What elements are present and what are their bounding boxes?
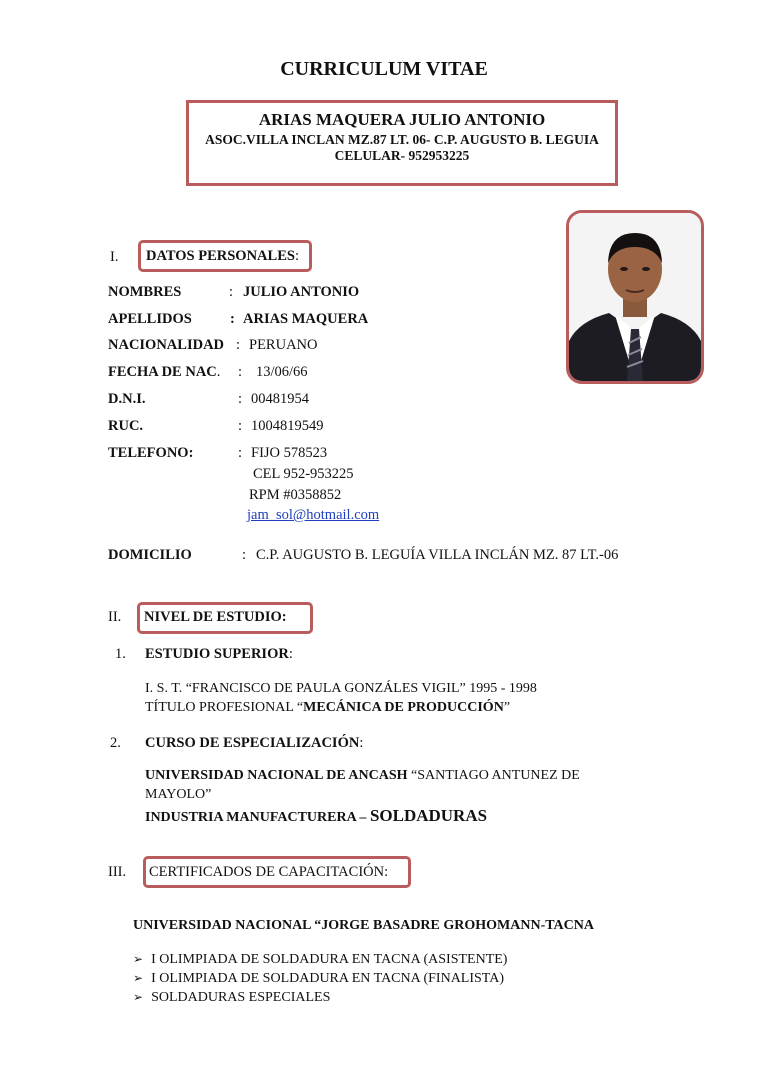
section2-numeral: II.	[108, 609, 122, 625]
list-item: ➢ I OLIMPIADA DE SOLDADURA EN TACNA (ASISTENTE)	[133, 952, 508, 967]
study2-line1: UNIVERSIDAD NACIONAL DE ANCASH “SANTIAGO ANTUNEZ DE	[145, 768, 580, 783]
arrow-bullet-icon: ➢	[133, 952, 144, 966]
section3-title: CERTIFICADOS DE CAPACITACIÓN:	[149, 864, 389, 880]
study2-title: CURSO DE ESPECIALIZACIÓN:	[145, 735, 364, 751]
document-title: CURRICULUM VITAE	[280, 58, 488, 80]
label-apellidos: APELLIDOS	[108, 311, 192, 327]
label-telefono: TELEFONO:	[108, 445, 194, 461]
study2-line2: MAYOLO”	[145, 787, 212, 802]
label-nombres: NOMBRES	[108, 284, 182, 300]
sep-ruc: :	[238, 418, 243, 434]
study1-line2: TÍTULO PROFESIONAL “MECÁNICA DE PRODUCCIÓN”	[145, 700, 511, 715]
study1-line1: I. S. T. “FRANCISCO DE PAULA GONZÁLES VIGIL” 1995 - 1998	[145, 681, 537, 696]
label-dni: D.N.I.	[108, 391, 146, 407]
sep-fecha: :	[238, 364, 243, 380]
value-telefono-rpm: RPM #0358852	[249, 487, 342, 503]
person-photo-icon	[569, 213, 701, 381]
section2-title: NIVEL DE ESTUDIO:	[144, 609, 287, 625]
label-ruc: RUC.	[108, 418, 144, 434]
sep-telefono: :	[238, 445, 243, 461]
candidate-address: ASOC.VILLA INCLAN MZ.87 LT. 06- C.P. AUGUSTO B. LEGUIA	[205, 132, 599, 147]
value-nombres: JULIO ANTONIO	[243, 284, 360, 300]
label-fecha: FECHA DE NAC.	[108, 364, 221, 380]
email-link[interactable]: jam_sol@hotmail.com	[247, 507, 380, 523]
sep-apellidos: :	[230, 311, 235, 327]
value-fecha: 13/06/66	[256, 364, 308, 380]
label-nacionalidad: NACIONALIDAD	[108, 337, 225, 353]
value-domicilio: C.P. AUGUSTO B. LEGUÍA VILLA INCLÁN MZ. 87 LT.-06	[256, 547, 619, 563]
cert-institution: UNIVERSIDAD NACIONAL “JORGE BASADRE GROHOMANN-TACNA	[133, 918, 594, 933]
value-telefono-cel: CEL 952-953225	[253, 466, 354, 482]
value-dni: 00481954	[251, 391, 309, 407]
list-item: ➢ SOLDADURAS ESPECIALES	[133, 990, 331, 1005]
study1-title: ESTUDIO SUPERIOR:	[145, 646, 293, 662]
candidate-phone: CELULAR- 952953225	[334, 148, 470, 163]
section1-title: DATOS PERSONALES:	[146, 248, 299, 264]
value-ruc: 1004819549	[251, 418, 324, 434]
section3-numeral: III.	[108, 864, 127, 880]
header-box	[186, 100, 618, 186]
sep-nombres: :	[229, 284, 234, 300]
value-nacionalidad: PERUANO	[249, 337, 318, 353]
arrow-bullet-icon: ➢	[133, 990, 144, 1004]
label-domicilio: DOMICILIO	[108, 547, 192, 563]
candidate-name: ARIAS MAQUERA JULIO ANTONIO	[258, 110, 546, 129]
section1-numeral: I.	[110, 249, 119, 265]
list-item: ➢ I OLIMPIADA DE SOLDADURA EN TACNA (FINALISTA)	[133, 971, 505, 986]
sep-domicilio: :	[242, 547, 247, 563]
study1-num: 1.	[115, 646, 126, 662]
sep-nacionalidad: :	[236, 337, 241, 353]
study2-line3: INDUSTRIA MANUFACTURERA – SOLDADURAS	[145, 806, 488, 825]
study2-num: 2.	[110, 735, 121, 751]
value-telefono-fijo: FIJO 578523	[251, 445, 328, 461]
sep-dni: :	[238, 391, 243, 407]
arrow-bullet-icon: ➢	[133, 971, 144, 985]
value-apellidos: ARIAS MAQUERA	[243, 311, 369, 327]
profile-photo	[566, 210, 704, 384]
